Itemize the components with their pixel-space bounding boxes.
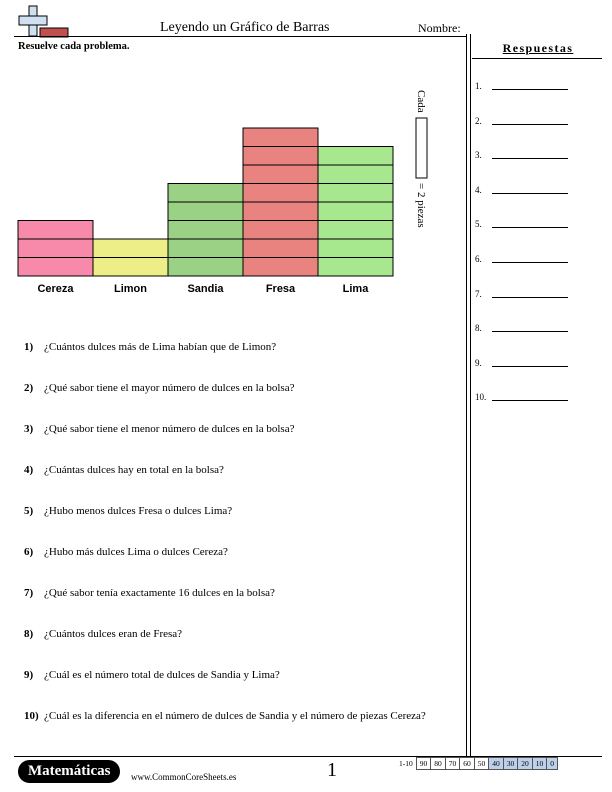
question-text: ¿Hubo menos dulces Fresa o dulces Lima?: [44, 505, 233, 517]
bar-chart: [0, 0, 470, 300]
score-cell: 20: [517, 757, 533, 770]
question-text: ¿Cuál es el número total de dulces de Sandia y Lima?: [44, 669, 280, 681]
bar-block-fresa: [243, 239, 318, 258]
bar-block-lima: [318, 147, 393, 166]
question-text: ¿Cuántas dulces hay en total en la bolsa?: [44, 464, 224, 476]
answer-column-divider-inner: [470, 34, 471, 756]
bar-block-fresa: [243, 202, 318, 221]
answer-number: 3.: [475, 150, 482, 161]
answer-blank[interactable]: [492, 158, 568, 159]
legend-equals: = 2 piezas: [415, 183, 427, 228]
question-number: 6): [24, 546, 34, 558]
category-label: Sandia: [187, 283, 224, 295]
score-cell: 90: [416, 757, 432, 770]
answer-1: [475, 81, 482, 91]
category-label: Fresa: [265, 283, 296, 295]
question-number: 2): [24, 382, 34, 394]
answer-blank[interactable]: [492, 366, 568, 367]
bar-block-limon: [93, 258, 168, 277]
score-cell: 80: [430, 757, 446, 770]
question-6: [24, 546, 228, 558]
bar-block-fresa: [243, 221, 318, 240]
question-number: 3): [24, 423, 34, 435]
score-scale-label: 1-10: [399, 759, 413, 768]
bar-block-lima: [318, 221, 393, 240]
instructions: Resuelve cada problema.: [18, 41, 130, 52]
answer-number: 9.: [475, 357, 482, 368]
bar-block-lima: [318, 258, 393, 277]
bar-block-fresa: [243, 165, 318, 184]
answer-blank[interactable]: [492, 262, 568, 263]
answer-2: [475, 116, 482, 126]
question-8: [24, 628, 182, 640]
question-number: 7): [24, 587, 34, 599]
name-label: Nombre:: [418, 21, 461, 35]
legend-cada: Cada: [415, 90, 427, 113]
score-cell: 30: [503, 757, 519, 770]
answer-10: [475, 392, 486, 402]
question-text: ¿Qué sabor tiene el menor número de dulces en la bolsa?: [44, 423, 295, 435]
bar-block-lima: [318, 202, 393, 221]
answer-number: 7.: [475, 288, 482, 299]
question-number: 5): [24, 505, 34, 517]
answer-number: 2.: [475, 115, 482, 126]
bar-block-sandia: [168, 239, 243, 258]
answer-blank[interactable]: [492, 227, 568, 228]
legend-swatch: [416, 118, 427, 178]
site-url: www.CommonCoreSheets.es: [131, 772, 237, 782]
answer-number: 4.: [475, 184, 482, 195]
bar-block-cereza: [18, 221, 93, 240]
question-number: 10): [24, 710, 39, 722]
bar-block-lima: [318, 184, 393, 203]
answers-title-divider: [472, 58, 602, 59]
answer-blank[interactable]: [492, 297, 568, 298]
answer-6: [475, 254, 482, 264]
bar-block-sandia: [168, 184, 243, 203]
answer-blank[interactable]: [492, 193, 568, 194]
question-text: ¿Hubo más dulces Lima o dulces Cereza?: [44, 546, 228, 558]
answer-blank[interactable]: [492, 400, 568, 401]
question-text: ¿Cuál es la diferencia en el número de dulces de Sandia y el número de piezas Cereza?: [44, 710, 426, 722]
bar-block-fresa: [243, 128, 318, 147]
question-1: [24, 341, 276, 353]
answer-number: 1.: [475, 81, 482, 91]
question-text: ¿Qué sabor tenía exactamente 16 dulces en la bolsa?: [44, 587, 275, 599]
question-text: ¿Cuántos dulces más de Lima habían que de Limon?: [44, 341, 277, 353]
question-number: 8): [24, 628, 34, 640]
answer-blank[interactable]: [492, 124, 568, 125]
page-number: 1: [327, 759, 337, 781]
answer-number: 8.: [475, 323, 482, 334]
bar-block-lima: [318, 165, 393, 184]
score-cell: 0: [546, 757, 558, 770]
question-text: ¿Qué sabor tiene el mayor número de dulces en la bolsa?: [44, 382, 295, 394]
bar-block-fresa: [243, 184, 318, 203]
bar-block-sandia: [168, 258, 243, 277]
category-label: Limon: [114, 283, 147, 295]
bar-block-lima: [318, 239, 393, 258]
answer-4: [475, 185, 482, 195]
bar-block-sandia: [168, 202, 243, 221]
bar-block-cereza: [18, 239, 93, 258]
category-label: Lima: [342, 283, 369, 295]
answer-number: 6.: [475, 254, 482, 264]
question-9: [24, 669, 280, 681]
answer-3: [475, 150, 482, 160]
category-label: Cereza: [37, 283, 74, 295]
answer-9: [475, 358, 482, 368]
question-number: 1): [24, 341, 34, 353]
answer-number: 10.: [475, 392, 487, 403]
answer-8: [475, 323, 482, 333]
question-7: [24, 587, 275, 599]
question-number: 9): [24, 669, 34, 681]
answer-blank[interactable]: [492, 331, 568, 332]
brand-badge: Matemáticas: [18, 760, 120, 783]
worksheet-title: Leyendo un Gráfico de Barras: [160, 20, 330, 35]
answer-5: [475, 219, 482, 229]
question-5: [24, 505, 232, 517]
question-text: ¿Cuántos dulces eran de Fresa?: [44, 628, 183, 640]
score-cell: 40: [488, 757, 504, 770]
bar-block-limon: [93, 239, 168, 258]
question-3: [24, 423, 294, 435]
score-cell: 10: [532, 757, 548, 770]
answer-number: 5.: [475, 219, 482, 230]
score-scale: [399, 757, 558, 770]
question-2: [24, 382, 294, 394]
bar-block-cereza: [18, 258, 93, 277]
bar-block-fresa: [243, 147, 318, 166]
score-cell: 50: [474, 757, 490, 770]
score-cell: 70: [445, 757, 461, 770]
question-10: [24, 710, 426, 722]
score-cell: 60: [459, 757, 475, 770]
answers-title: Respuestas: [502, 41, 574, 55]
question-number: 4): [24, 464, 34, 476]
bar-block-sandia: [168, 221, 243, 240]
answer-7: [475, 289, 482, 299]
answer-blank[interactable]: [492, 89, 568, 90]
question-4: [24, 464, 224, 476]
bar-block-fresa: [243, 258, 318, 277]
